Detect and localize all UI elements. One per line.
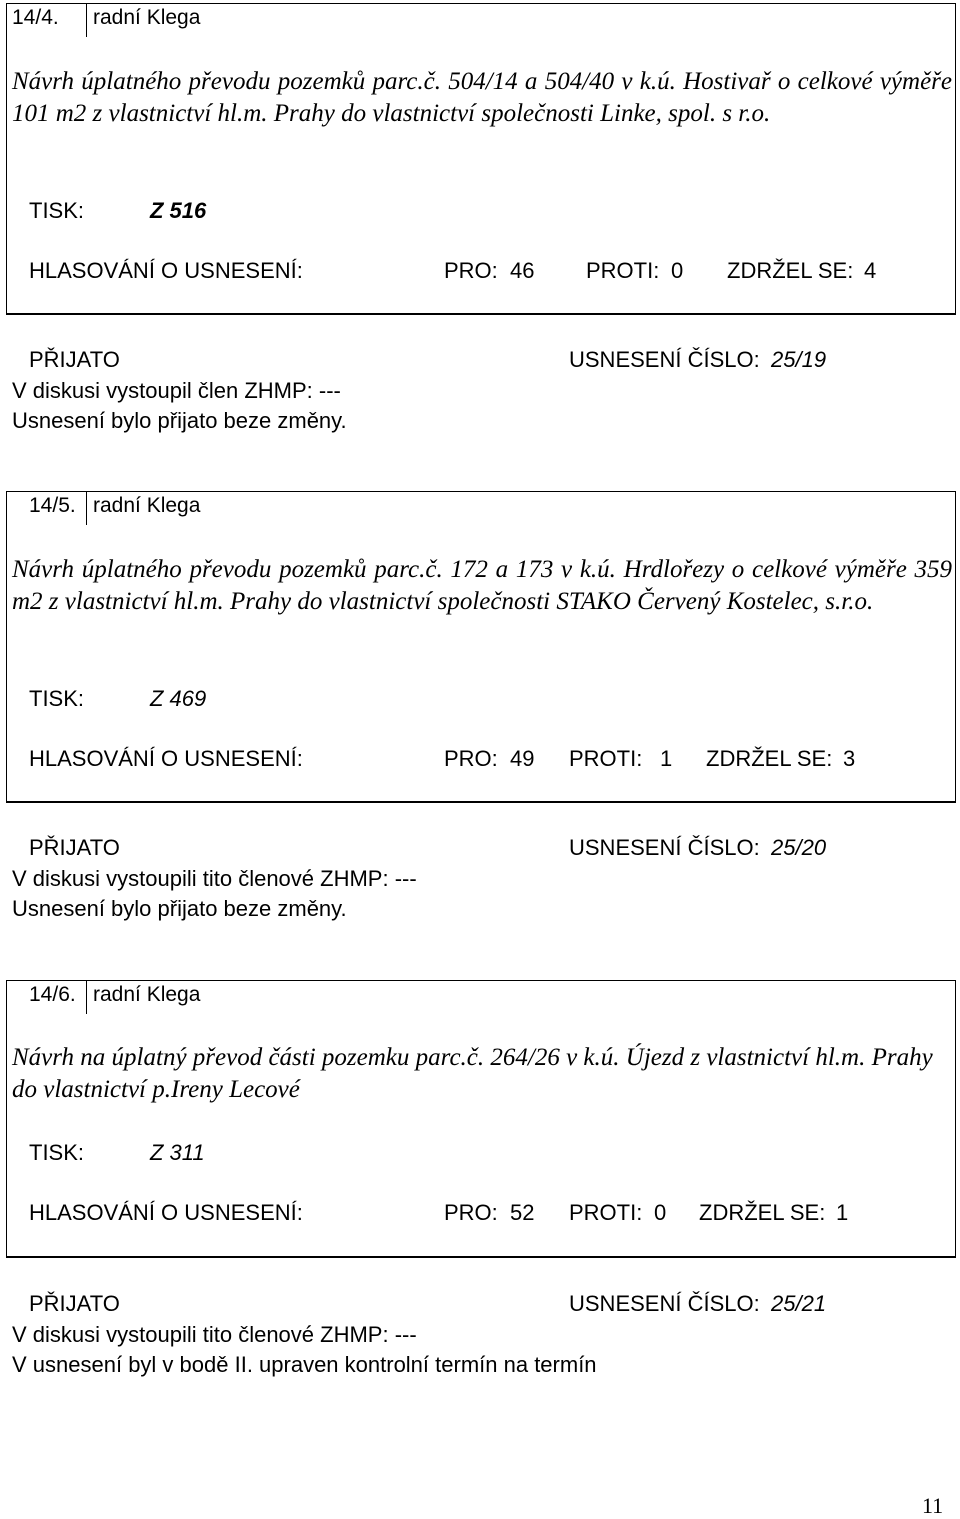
zdrzel-value: 4 [864,258,877,283]
discussion-text: V diskusi vystoupili tito členové ZHMP: --- [12,1322,417,1347]
tisk-label: TISK: [29,686,85,711]
pro-value: 52 [510,1200,535,1225]
resolution-number: 25/21 [771,1291,827,1316]
resolution-note: Usnesení bylo přijato beze změny. [12,896,347,921]
zdrzel-label: ZDRŽEL SE: [699,1200,826,1225]
item-title: Návrh úplatného převodu pozemků parc.č. 504/14 a 504/40 v k.ú. Hostivař o celkové výměře 101 m2 z vlastnictví hl.m. Prahy do vlastnictví společnosti Linke, spol. s r.o. [12,68,952,127]
zdrzel-label: ZDRŽEL SE: [727,258,854,283]
vote-box [6,314,956,315]
result-status: PŘIJATO [29,835,120,860]
pro-value: 46 [510,258,535,283]
zdrzel-label: ZDRŽEL SE: [706,746,833,771]
resolution-label: USNESENÍ ČÍSLO: [569,835,760,860]
discussion-text: V diskusi vystoupil člen ZHMP: --- [12,378,341,403]
resolution-number: 25/20 [771,835,827,860]
vote-label: HLASOVÁNÍ O USNESENÍ: [29,258,303,283]
item-title: Návrh na úplatný převod části pozemku parc.č. 264/26 v k.ú. Újezd z vlastnictví hl.m. Prahy do vlastnictví p.Ireny Lecové [12,1044,933,1103]
zdrzel-value: 1 [836,1200,849,1225]
item-number: 14/5. [29,494,76,517]
item-presenter: radní Klega [93,6,201,29]
resolution-note: Usnesení bylo přijato beze změny. [12,408,347,433]
item-number: 14/4. [12,6,59,29]
tisk-value: Z 469 [150,686,207,711]
result-status: PŘIJATO [29,1291,120,1316]
header-divider [86,3,87,37]
proti-value: 0 [654,1200,667,1225]
pro-label: PRO: [444,258,498,283]
vote-label: HLASOVÁNÍ O USNESENÍ: [29,1200,303,1225]
resolution-label: USNESENÍ ČÍSLO: [569,347,760,372]
vote-label: HLASOVÁNÍ O USNESENÍ: [29,746,303,771]
discussion-text: V diskusi vystoupili tito členové ZHMP: --- [12,866,417,891]
page-number: 11 [922,1493,944,1518]
resolution-note: V usnesení byl v bodě II. upraven kontrolní termín na termín [12,1352,597,1377]
item-number: 14/6. [29,983,76,1006]
tisk-value: Z 311 [150,1140,205,1165]
header-divider [86,491,87,525]
resolution-number: 25/19 [771,347,827,372]
item-presenter: radní Klega [93,983,201,1006]
header-divider [86,980,87,1014]
proti-value: 1 [660,746,673,771]
proti-label: PROTI: [569,746,643,771]
proti-label: PROTI: [586,258,660,283]
pro-label: PRO: [444,746,498,771]
item-presenter: radní Klega [93,494,201,517]
vote-box [6,1257,956,1258]
pro-value: 49 [510,746,535,771]
proti-label: PROTI: [569,1200,643,1225]
item-title: Návrh úplatného převodu pozemků parc.č. 172 a 173 v k.ú. Hrdlořezy o celkové výměře 359 m2 z vlastnictví hl.m. Prahy do vlastnictví společnosti STAKO Červený Kostelec, s.r.o. [12,556,952,615]
resolution-label: USNESENÍ ČÍSLO: [569,1291,760,1316]
tisk-label: TISK: [29,198,85,223]
zdrzel-value: 3 [843,746,856,771]
vote-box [6,802,956,803]
result-status: PŘIJATO [29,347,120,372]
pro-label: PRO: [444,1200,498,1225]
tisk-value: Z 516 [150,198,207,223]
proti-value: 0 [671,258,684,283]
tisk-label: TISK: [29,1140,85,1165]
